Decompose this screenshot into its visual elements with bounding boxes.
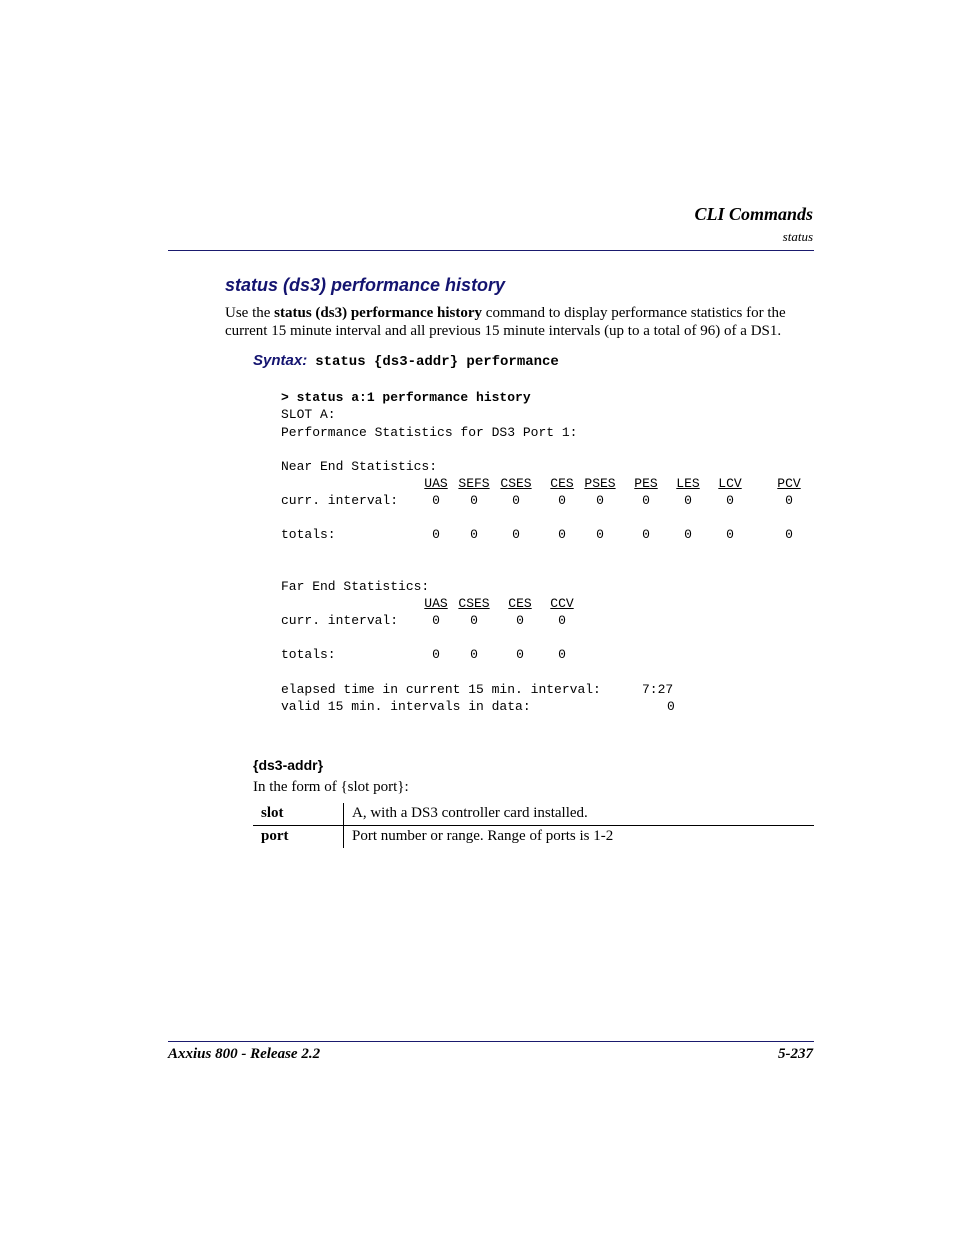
near-curr-value: 0 (684, 493, 692, 508)
near-totals-value: 0 (684, 527, 692, 542)
intro-paragraph (225, 304, 815, 340)
near-column-header: PES (634, 476, 658, 491)
elapsed-value: 7:27 (642, 682, 674, 697)
near-curr-value: 0 (596, 493, 604, 508)
near-totals-value: 0 (596, 527, 604, 542)
header-subtitle: status (782, 229, 813, 244)
near-curr-value: 0 (726, 493, 734, 508)
far-curr-value: 0 (516, 613, 524, 628)
near-column-header: UAS (424, 476, 448, 491)
far-column-header: CSES (458, 596, 490, 611)
near-totals-value: 0 (512, 527, 520, 542)
near-totals-value: 0 (558, 527, 566, 542)
near-totals-value: 0 (470, 527, 478, 542)
header-rule (168, 250, 814, 251)
near-totals-value: 0 (785, 527, 793, 542)
parameter-intro: In the form of {slot port}: (253, 779, 409, 795)
far-column-header: CES (508, 596, 532, 611)
far-curr-value: 0 (470, 613, 478, 628)
example-slot-line: SLOT A: (281, 407, 336, 422)
near-column-header: LCV (718, 476, 742, 491)
parameter-table (253, 803, 814, 848)
near-curr-label: curr. interval: (281, 493, 399, 508)
example-perf-line: Performance Statistics for DS3 Port 1: (281, 425, 578, 440)
parameter-key: slot (253, 803, 344, 826)
valid-value: 0 (667, 699, 675, 714)
parameter-title: {ds3-addr} (253, 757, 324, 773)
header-title: CLI Commands (694, 204, 813, 224)
syntax-command: status {ds3-addr} performance (315, 354, 559, 370)
far-curr-value: 0 (558, 613, 566, 628)
parameter-value: A, with a DS3 controller card installed. (344, 803, 815, 826)
far-totals-label: totals: (281, 647, 336, 662)
valid-label: valid 15 min. intervals in data: (281, 699, 531, 714)
syntax-line (253, 352, 559, 370)
footer-left: Axxius 800 - Release 2.2 (168, 1046, 321, 1062)
near-curr-value: 0 (512, 493, 520, 508)
page-number: 5-237 (778, 1046, 813, 1062)
near-curr-value: 0 (642, 493, 650, 508)
far-totals-value: 0 (470, 647, 478, 662)
near-column-header: PCV (777, 476, 801, 491)
far-curr-label: curr. interval: (281, 613, 399, 628)
intro-command: status (ds3) performance history (274, 305, 483, 321)
near-end-title: Near End Statistics: (281, 459, 438, 474)
footer-rule (168, 1041, 814, 1042)
parameter-key: port (253, 826, 344, 849)
intro-pre: Use the (225, 305, 275, 321)
far-totals-value: 0 (432, 647, 440, 662)
far-column-header: UAS (424, 596, 448, 611)
section-title: status (ds3) performance history (225, 275, 506, 295)
near-column-header: LES (676, 476, 700, 491)
near-curr-value: 0 (558, 493, 566, 508)
near-curr-value: 0 (470, 493, 478, 508)
near-totals-label: totals: (281, 527, 336, 542)
near-column-header: CES (550, 476, 574, 491)
near-curr-value: 0 (785, 493, 793, 508)
near-column-header: SEFS (458, 476, 490, 491)
near-column-header: CSES (500, 476, 532, 491)
far-curr-value: 0 (432, 613, 440, 628)
near-column-header: PSES (584, 476, 616, 491)
parameter-row (253, 803, 814, 826)
near-totals-value: 0 (642, 527, 650, 542)
near-totals-value: 0 (726, 527, 734, 542)
far-end-title: Far End Statistics: (281, 579, 430, 594)
far-totals-value: 0 (516, 647, 524, 662)
far-column-header: CCV (550, 596, 574, 611)
near-curr-value: 0 (432, 493, 440, 508)
far-totals-value: 0 (558, 647, 566, 662)
parameter-row (253, 826, 814, 849)
elapsed-label: elapsed time in current 15 min. interval: (281, 682, 601, 697)
near-totals-value: 0 (432, 527, 440, 542)
example-prompt: > status a:1 performance history (281, 390, 531, 405)
intro-post: command to display performance statistics for the current 15 minute interval and all previous 15 minute intervals (up to a total of 96) of a DS1. (225, 305, 786, 339)
parameter-value: Port number or range. Range of ports is 1-2 (352, 828, 614, 844)
syntax-label: Syntax: (253, 352, 308, 369)
